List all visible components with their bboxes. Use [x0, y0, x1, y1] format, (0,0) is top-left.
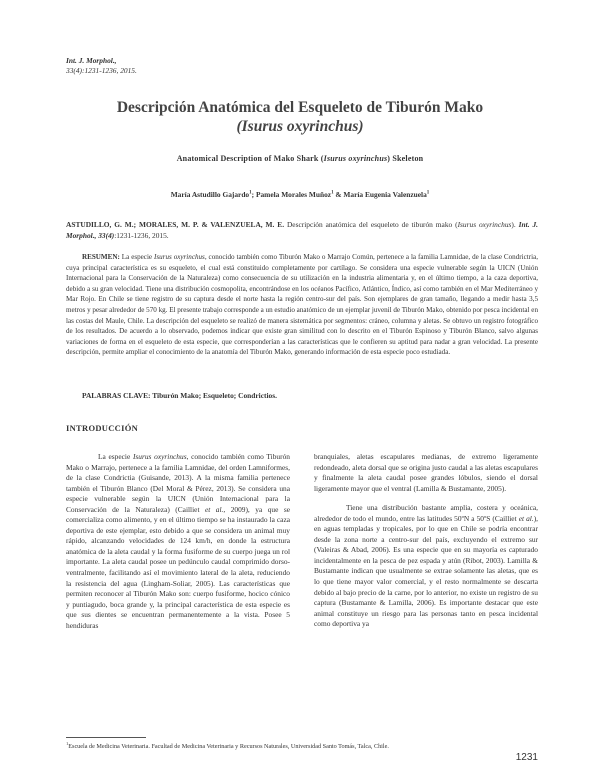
page-number: 1231 [515, 752, 538, 763]
text-span: ), en aguas templadas y tropicales, por lo que en Chile se podría encontrar desde la zona norte a centro-sur del país, excluyendo el extremo sur (Valeiras & Abad, 2006). Es una especie que en su mayoría es capturado incidentalmente en la pesca de pez espada y atún (Ribot, 2003). Lamilla & Bustamante indican que usualmente se extrae solamente las aletas, que es lo que tiene mayor valor comercial, y el resto normalmente se descarta debido al bajo precio de la carne, por lo anterior, no existe un registro de su captura (Bustamante & Lamilla, 2006). Es importante destacar que este animal constituye un riesgo para las personas tanto en pesca incidental como deportiva ya [314, 513, 538, 629]
paragraph [66, 452, 290, 631]
citation [66, 220, 538, 241]
abstract-text-2: , conocido también como Tiburón Mako o Marrajo Común, pertenece a la familia Lamnidae, de la clase Condrictria, cuya principal característica es su esqueleto, el cual está constituido completamente por cartílago. Se considera una especie vulnerable según la UICN (Unión Internacional para la Conservación de la Naturaleza) como consecuencia de su utilización en la industria alimentaria y, en el último tiempo, a la caza deportiva, debido a su gran velocidad. Tiene una distribución cosmopolita, encontrándose en los océanos Pacífico, Atlántico, Índico, así como también en el Mar Mediterráneo y Mar Rojo. En Chile se tiene registro de su captura desde el norte hasta la región centro-sur del país. Son ejemplares de gran tamaño, llegando a medir hasta 3,5 metros y pesar alrededor de 570 kg. El presente trabajo corresponde a un estudio anatómico de un ejemplar juvenil de Tiburón Mako, obtenido por pesca incidental en las costas del Maule, Chile. La descripción del esqueleto se realizó de manera sistemática por segmentos: cráneo, columna y aletas. Se obtuvo un registro fotográfico de los resultados. De acuerdo a lo observado, podemos indicar que existe gran similitud con lo descrito en el Tiburón Espinoso y Tiburón Blanco, salvo algunas variaciones de forma en el esqueleto de esta especie, que corresponderían a las características que le confieren su aptitud para nadar a gran velocidad. La presente descripción, permite ampliar el conocimiento de la anatomía del Tiburón Mako, generando información de esta especie poco estudiada. [66, 253, 538, 357]
authors-line [40, 190, 560, 199]
journal-volume: 33(4):1231-1236, 2015. [66, 66, 137, 75]
article-title [40, 98, 560, 136]
et-al: et al. [204, 504, 224, 514]
abstract-scientific: Isurus oxyrinchus [154, 253, 205, 261]
citation-text-2: ). [511, 220, 519, 229]
author-3-affiliation: 1 [426, 190, 430, 196]
title-scientific-name: (Isurus oxyrinchus) [236, 118, 364, 135]
citation-scientific: Isurus oxyrinchus [457, 220, 512, 229]
english-title-scientific: Isurus oxyrinchus [323, 154, 388, 163]
citation-text-1: Descripción anatómica del esqueleto de tiburón mako ( [284, 220, 458, 229]
body-column-right [314, 452, 538, 630]
et-al: et al. [518, 513, 534, 523]
english-title-prefix: Anatomical Description of Mako Shark ( [176, 154, 324, 163]
text-span: , 2009), ya que se comercializa como alimento, y en el último tiempo se ha instaurado la caza deportiva de este ejemplar, esto debido a que se considera un animal muy rápido, alcanzando velocidades de 124 km/h, en donde la estructura anatómica de la aleta caudal y la forma fusiforme de su cuerpo juega un rol importante. La aleta caudal posee un pedúnculo caudal comprimido dorso-ventralmente, facilitando así el movimiento lateral de la aleta, reduciendo la resistencia del agua (Lingham-Soliar, 2005). Las características que permiten reconocer al Tiburón Mako son: cuerpo fusiforme, hocico cónico y puntiagudo, boca grande y, la principal característica de esta especie es que sus dientes se encuentran permanentemente a la vista. Posee 5 hendiduras [66, 504, 290, 630]
citation-text-3: :1231-1236, 2015. [114, 230, 169, 240]
abstract-text-1: La especie [119, 253, 155, 261]
scientific-name: Isurus oxyrinchus [132, 452, 187, 461]
english-title [40, 154, 560, 163]
text-span: Tiene una distribución bastante amplia, costera y oceánica, alrededor de todo el mundo, entre las latitudes 50ºN a 50ºS (Cailliet [314, 503, 538, 523]
author-3: & María Eugenia Valenzuela [333, 190, 427, 199]
citation-journal: Int. J. Morphol., 33(4) [66, 220, 538, 240]
paragraph: branquiales, aletas escapulares medianas, de extremo ligeramente redondeado, aleta dorsal que se origina justo caudal a las aletas escapulares y finalmente la aleta caudal posee grandes lóbulos, siendo el dorsal ligeramente mayor que el ventral (Lamilla & Bustamante, 2005). [314, 452, 538, 493]
abstract-label: RESUMEN: [82, 253, 120, 261]
footnote [66, 741, 538, 750]
body-column-left [66, 452, 290, 631]
citation-authors: ASTUDILLO, G. M.; MORALES, M. P. & VALENZUELA, M. E. [66, 220, 285, 229]
text-span: La especie [98, 452, 133, 461]
title-main: Descripción Anatómica del Esqueleto de Tiburón Mako [116, 99, 484, 116]
footnote-divider [66, 737, 146, 738]
keywords: PALABRAS CLAVE: Tiburón Mako; Esqueleto; Condrictios. [82, 391, 277, 400]
author-1: María Astudillo Gajardo [170, 190, 250, 199]
journal-name: Int. J. Morphol., [66, 56, 117, 65]
author-2-affiliation: 1 [331, 190, 334, 196]
journal-header [66, 56, 137, 76]
footnote-marker: 1 [66, 741, 69, 746]
text-span: , conocido también como Tiburón Mako o Marrajo, pertenece a la familia Lamnidae, del orden Lamniformes, de la clase Condrictia (Guisande, 2013). A la misma familia pertenece también el Tiburón Blanco (Del Moral & Pérez, 2013). Se considera una especie vulnerable según la UICN (Unión Internacional para la Conservación de la Naturaleza) (Cailliet [66, 452, 290, 514]
abstract [66, 252, 538, 358]
section-heading: INTRODUCCIÓN [66, 423, 139, 433]
author-2: ; Pamela Morales Muñoz [251, 190, 332, 199]
footnote-text: Escuela de Medicina Veterinaria. Facultad de Medicina Veterinaria y Recursos Naturales, Universidad Santo Tomás, Talca, Chile. [68, 743, 389, 751]
author-1-affiliation: 1 [249, 190, 252, 196]
english-title-suffix: ) Skeleton [387, 154, 424, 163]
paragraph [314, 503, 538, 630]
